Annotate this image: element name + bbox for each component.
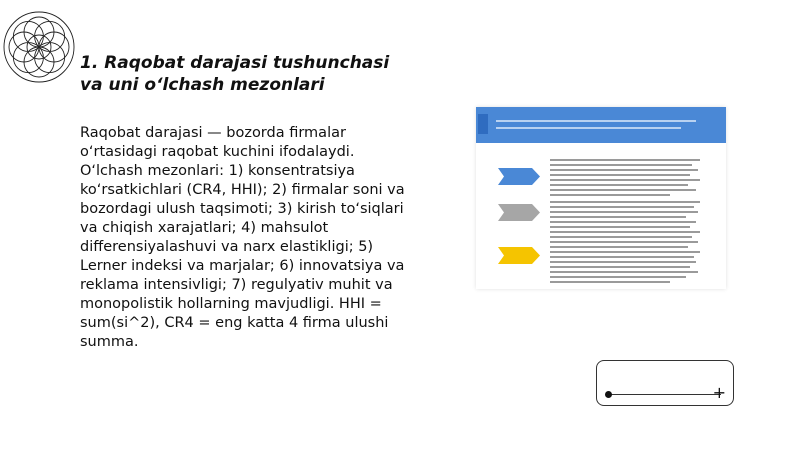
- blue-chevron-arrow: [498, 168, 540, 185]
- dot-icon[interactable]: [605, 391, 612, 398]
- plus-icon[interactable]: +: [712, 383, 726, 402]
- gray-chevron-arrow: [498, 204, 540, 221]
- media-scrubber-control[interactable]: [596, 360, 734, 406]
- thumbnail-header-bar: [476, 107, 726, 143]
- slide-title: 1. Raqobat darajasi tushunchasi va uni o‘lchash mezonlari: [80, 53, 390, 95]
- slide-body-text: Raqobat darajasi — bozorda firmalar o‘rtasidagi raqobat kuchini ifodalaydi. O‘lchash mezonlari: 1) konsentratsiya ko‘rsatkichlari (CR4, HHI); 2) firmalar soni va bozordagi ulush taqsimoti; 3) kirish to‘siqlari va chiqish xarajatlari; 4) mahsulot differensiyalashuvi va narx elastikligi; 5) Lerner indeksi va marjalar; 6) innovatsiya va reklama intensivligi; 7) regulyativ muhit va monopolistik hollarning mavjudligi. HHI = sum(si^2), CR4 = eng katta 4 firma ulushi summa.: [80, 125, 405, 350]
- thumbnail-header-text-line: [496, 127, 681, 129]
- geometric-circles-logo: [0, 8, 78, 86]
- scrubber-track[interactable]: [609, 394, 721, 395]
- thumbnail-header-marker: [478, 114, 488, 134]
- yellow-chevron-arrow: [498, 247, 540, 264]
- embedded-slide-thumbnail: [476, 107, 726, 289]
- thumbnail-header-text-line: [496, 120, 696, 122]
